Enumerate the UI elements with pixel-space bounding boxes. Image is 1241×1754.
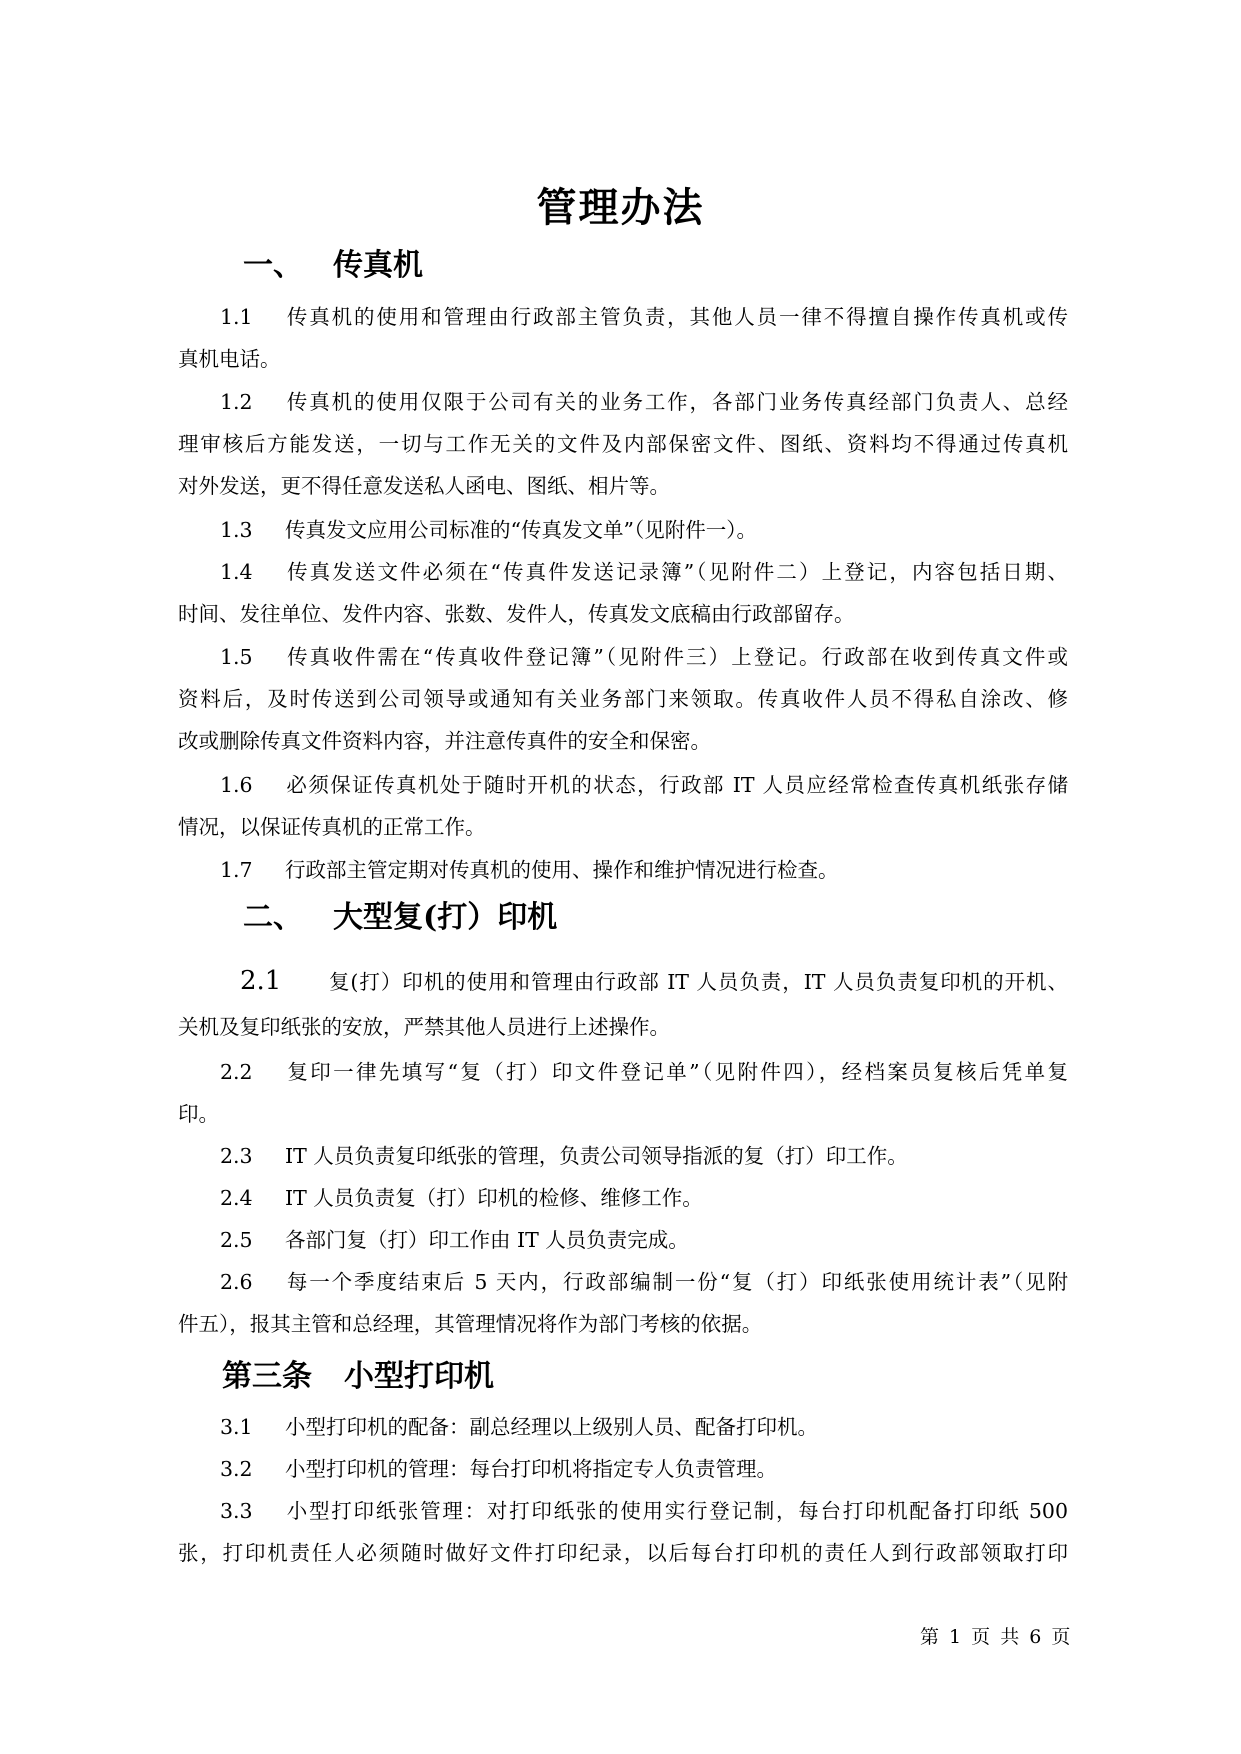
paragraph-1-6 [178, 764, 1068, 848]
paragraph-number: 1.6 [220, 773, 253, 797]
paragraph-1-3 [178, 509, 1068, 551]
paragraph-line: 1.3 传真发文应用公司标准的“传真发文单”（见附件一）。 [178, 509, 1068, 551]
paragraph-number: 2.5 [220, 1228, 253, 1252]
paragraph-number: 1.7 [220, 858, 253, 882]
paragraph-number: 2.6 [220, 1270, 253, 1294]
paragraph-3-2 [178, 1448, 1068, 1490]
paragraph-1-7 [178, 849, 1068, 891]
paragraph-line: 关机及复印纸张的安放，严禁其他人员进行上述操作。 [178, 1015, 670, 1039]
paragraph-3-1 [178, 1406, 1068, 1448]
paragraph-line: 真机电话。 [178, 347, 281, 371]
paragraph-line: 1.1 传真机的使用和管理由行政部主管负责，其他人员一律不得擅自操作传真机或传 [178, 296, 1068, 338]
section-title: 小型打印机 [344, 1359, 494, 1394]
paragraph-1-1 [178, 296, 1068, 380]
section-number: 第三条 [222, 1359, 312, 1394]
paragraph-line: 理审核后方能发送，一切与工作无关的文件及内部保密文件、图纸、资料均不得通过传真机 [178, 432, 1068, 456]
paragraph-line: 1.6 必须保证传真机处于随时开机的状态，行政部 IT 人员应经常检查传真机纸张存储 [178, 764, 1068, 806]
paragraph-line: 1.7 行政部主管定期对传真机的使用、操作和维护情况进行检查。 [178, 849, 1068, 891]
paragraph-number: 3.3 [220, 1499, 253, 1523]
paragraph-line: 张，打印机责任人必须随时做好文件打印纪录，以后每台打印机的责任人到行政部领取打印 [178, 1541, 1068, 1565]
paragraph-2-5 [178, 1219, 1068, 1261]
section-number: 一、 [243, 248, 303, 283]
paragraph-2-2 [178, 1051, 1068, 1135]
paragraph-number: 1.3 [220, 518, 253, 542]
paragraph-line: 印。 [178, 1102, 219, 1126]
paragraph-line: 3.2 小型打印机的管理：每台打印机将指定专人负责管理。 [178, 1448, 1068, 1490]
paragraph-line: 3.1 小型打印机的配备：副总经理以上级别人员、配备打印机。 [178, 1406, 1068, 1448]
paragraph-line: 2.1 复(打）印机的使用和管理由行政部 IT 人员负责，IT 人员负责复印机的开机、 [178, 956, 1068, 1006]
paragraph-line: 3.3 小型打印纸张管理：对打印纸张的使用实行登记制，每台打印机配备打印纸 500 [178, 1490, 1068, 1532]
paragraph-2-4 [178, 1177, 1068, 1219]
section-title: 大型复(打）印机 [333, 900, 558, 935]
section-heading-copier [243, 898, 557, 938]
paragraph-3-3 [178, 1490, 1068, 1574]
page-title: 管理办法 [536, 184, 705, 231]
page-footer: 第 1 页 共 6 页 [920, 1626, 1073, 1648]
paragraph-line: 情况，以保证传真机的正常工作。 [178, 815, 486, 839]
paragraph-line: 2.5 各部门复（打）印工作由 IT 人员负责完成。 [178, 1219, 1068, 1261]
paragraph-number: 1.2 [220, 390, 253, 414]
paragraph-number: 3.1 [220, 1415, 253, 1439]
paragraph-2-6 [178, 1261, 1068, 1345]
section-title: 传真机 [333, 248, 423, 283]
paragraph-line: 对外发送，更不得任意发送私人函电、图纸、相片等。 [178, 474, 670, 498]
section-number: 二、 [243, 900, 303, 935]
paragraph-line: 2.2 复印一律先填写“复（打）印文件登记单”（见附件四），经档案员复核后凭单复 [178, 1051, 1068, 1093]
paragraph-line: 1.4 传真发送文件必须在“传真件发送记录簿”（见附件二）上登记，内容包括日期、 [178, 551, 1068, 593]
paragraph-number: 3.2 [220, 1457, 253, 1481]
paragraph-2-1 [178, 956, 1068, 1048]
section-heading-fax [243, 246, 423, 286]
paragraph-number: 2.1 [240, 966, 282, 996]
paragraph-line: 时间、发往单位、发件内容、张数、发件人，传真发文底稿由行政部留存。 [178, 602, 855, 626]
paragraph-line: 2.3 IT 人员负责复印纸张的管理，负责公司领导指派的复（打）印工作。 [178, 1135, 1068, 1177]
paragraph-1-2 [178, 381, 1068, 507]
paragraph-line: 2.6 每一个季度结束后 5 天内，行政部编制一份“复（打）印纸张使用统计表”（见附 [178, 1261, 1068, 1303]
paragraph-number: 2.2 [220, 1060, 253, 1084]
paragraph-number: 2.3 [220, 1144, 253, 1168]
paragraph-number: 1.1 [220, 305, 253, 329]
paragraph-2-3 [178, 1135, 1068, 1177]
paragraph-line: 资料后，及时传送到公司领导或通知有关业务部门来领取。传真收件人员不得私自涂改、修 [178, 687, 1068, 711]
section-heading-small-printer [222, 1357, 494, 1397]
paragraph-1-4 [178, 551, 1068, 635]
paragraph-1-5 [178, 636, 1068, 762]
paragraph-line: 改或删除传真文件资料内容，并注意传真件的安全和保密。 [178, 729, 711, 753]
paragraph-line: 1.5 传真收件需在“传真收件登记簿”（见附件三）上登记。行政部在收到传真文件或 [178, 636, 1068, 678]
paragraph-number: 2.4 [220, 1186, 253, 1210]
paragraph-number: 1.5 [220, 645, 253, 669]
paragraph-line: 件五），报其主管和总经理，其管理情况将作为部门考核的依据。 [178, 1312, 763, 1336]
paragraph-number: 1.4 [220, 560, 253, 584]
paragraph-line: 2.4 IT 人员负责复（打）印机的检修、维修工作。 [178, 1177, 1068, 1219]
paragraph-line: 1.2 传真机的使用仅限于公司有关的业务工作，各部门业务传真经部门负责人、总经 [178, 381, 1068, 423]
